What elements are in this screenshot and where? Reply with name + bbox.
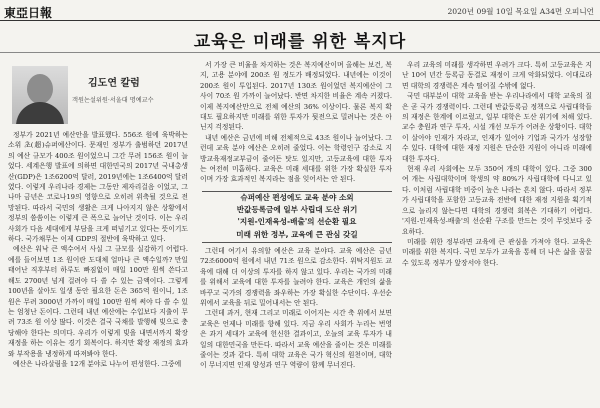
headline-rule (0, 52, 600, 53)
body-paragraph: 예산은 워낙 큰 액수여서 사실 그 규모를 실감하기 어렵다. 예를 들어보면 1조 원이란 도대체 얼마나 큰 액수일까? 만일 태어난 직후부터 하루도 빠짐없이 매일 100만 원씩 쓴다고 해도 2700년 넘게 걸려야 다 쓸 수 있는 금액이다. 그렇게 100년을 살아도 일생 동안 필요한 돈은 365억 원이니, 1조 원은 무려 3000년 가까이 매일 100만 원씩 써야 다 쓸 수 있는 엄청난 돈이다. 그런데 내년 예산에는 수입보다 지출이 무려 73조 원 이상 많다. 이것은 결국 국채를 발행해 빚으로 충당해야 한다는 의미다. 우리가 이렇게 빚을 내면서까지 확장 재정을 하는 이유는 경기 회복이다. 하지만 확장 재정의 효과와 부작용을 냉정하게 따져봐야 한다. (8, 245, 188, 358)
body-paragraph: 정부가 2021년 예산안을 발표했다. 556조 원에 육박하는 소위 초(超)슈퍼예산이다. 문재인 정부가 출범하던 2017년의 예산 규모가 400조 원이었으니 그간 무려 156조 원이 늘었다. 세계은행 발표에 의하면 대한민국의 2017년 국내총생산(GDP)은 1조6200억 달러, 2019년에는 1조6400억 달러였다. 이렇게 우리나라 경제는 그동안 제자리걸음 이었고, 그나마 금년은 코로나19의 영향으로 오히려 위축될 것으로 전망된다. 따라서 국민의 생활은 크게 나아지지 않은 상황에서 정부의 씀씀이는 이렇게 큰 폭으로 늘어난 것이다. 이는 우리 사회가 다음 세대에게 부담을 크게 떠넘기고 있다는 뜻이기도 하다. 국가채무는 이제 GDP의 절반에 육박하고 있다. (8, 131, 188, 244)
author-face-shape (27, 74, 53, 104)
body-paragraph: 그런데 과거, 현재 그리고 미래로 이어지는 시간 축 위에서 보면 교육은 언제나 미래를 향해 있다. 지금 우리 사회가 누리는 번영은 과거 세대가 교육에 헌신한 결과이고, 오늘의 교육 투자가 내일의 대한민국을 만든다. 따라서 교육 예산을 줄이는 것은 미래를 줄이는 것과 같다. 특히 대학 교육은 국가 혁신의 원천이며, 대학이 무너지면 인재 양성과 연구 역량이 함께 무너진다. (200, 309, 392, 370)
body-paragraph: 현재 우리 사회에는 모두 350여 개의 대학이 있다. 그중 300여 개는 사립대학이며 학생의 약 80%가 사립대학에 다니고 있다. 이처럼 사립대학 비중이 높은 나라는 흔치 않다. 따라서 정부가 사립대학을 포함한 고등교육 전반에 대한 재정 지원을 획기적으로 늘리지 않는다면 대학의 경쟁력 회복은 기대하기 어렵다. '지원-인재육성-배출'의 선순환 구조를 만드는 것이 무엇보다 중요하다. (402, 165, 592, 236)
body-column-2-top (200, 60, 392, 188)
dateline: 2020년 09월 10일 목요일 A34면 오피니언 (447, 7, 594, 16)
author-byline: 김도연 칼럼 (88, 78, 140, 89)
author-affiliation: 객원논설위원·서울대 명예교수 (72, 97, 154, 104)
body-paragraph: 서 가장 큰 비율을 차지하는 것은 복지예산이며 올해는 보건, 복지, 고용 분야에 200조 원 정도가 배정되었다. 내년에는 이것이 200조 원이 투입된다. 2017년 130조 원이었던 복지예산이 그 사이 70조 원 가까이 늘어났다. 반면 차지한 비율은 계속 커졌다. 이제 복지예산만으로 전체 예산의 36% 이상이다. 물론 복지 확대도 필요하지만 미래를 위한 투자가 뒷전으로 밀려나는 것은 아닌지 걱정된다. (200, 61, 392, 132)
column-headline: 교육은 미래를 위한 복지다 (193, 32, 407, 52)
body-column-3 (402, 60, 592, 406)
body-column-1 (8, 130, 188, 406)
author-box (8, 66, 168, 124)
body-paragraph: 내년 예산은 금년에 비해 전체적으로 43조 원이나 늘어났다. 그런데 교육 분야 예산은 오히려 줄었다. 이는 학령인구 감소로 지방교육재정교부금이 줄어든 탓도 있지만, 고등교육에 대한 투자는 여전히 미흡하다. 교육은 미래 세대를 위한 가장 확실한 투자이며 가장 효과적인 복지라는 점을 잊어서는 안 된다. (200, 133, 392, 184)
pull-quote-line: 슈퍼예산 편성에도 교육 분야 소외 (240, 193, 354, 202)
pull-quote-line: 반값등록금에 일부 사립대 도산 위기 (236, 205, 358, 215)
body-paragraph: 예산은 나라살림을 12개 분야로 나누어 편성한다. 그중에 (13, 359, 182, 368)
body-column-2-bottom (200, 246, 392, 406)
body-paragraph: 국민 대부분이 대학 교육을 받는 우리나라에서 대학 교육의 질은 곧 국가 경쟁력이다. 그런데 반값등록금 정책으로 사립대학들의 재정은 한계에 이르렀고, 일부 대학은 도산 위기에 처해 있다. 교수 충원과 연구 투자, 시설 개선 모두가 어려운 상황이다. 대학이 살아야 인재가 자라고, 인재가 있어야 기업과 국가가 성장할 수 있다. 대학에 대한 재정 지원은 단순한 지원이 아니라 미래에 대한 투자다. (402, 92, 592, 163)
pull-quote-box (202, 191, 392, 243)
author-shoulders-shape (16, 102, 64, 124)
pull-quote-line: 미래 위한 정부, 교육에 큰 관심 갖길 (236, 229, 358, 239)
body-paragraph: 그런데 여기서 유의할 예산은 교육 분야다. 교육 예산은 금년 72조6000억 원에서 내년 71조 원으로 감소한다. 위탁지원도 교육에 대해 더 이상의 투자를 하지 않고 있다. 우리는 국가의 미래를 위해서 교육에 대한 투자를 늘려야 한다. 교육은 개인의 삶을 바꾸고 국가의 경쟁력을 좌우하는 가장 확실한 수단이다. 우선순위에서 교육을 뒤로 밀어내서는 안 된다. (200, 247, 392, 308)
body-paragraph: 미래를 위한 정부라면 교육에 큰 관심을 가져야 한다. 교육은 미래를 위한 복지다. 국민 모두가 교육을 통해 더 나은 삶을 꿈꿀 수 있도록 정부가 앞장서야 한다. (402, 237, 592, 267)
header-rule (0, 20, 600, 21)
author-photo (12, 66, 68, 124)
pull-quote-line: '지원-인재육성-배출'의 선순환 필요 (237, 217, 357, 227)
newspaper-masthead: 東亞日報 (4, 6, 53, 20)
body-paragraph: 우리 교육의 미래를 생각하면 우려가 크다. 특히 고등교육은 지난 10여 년간 등록금 동결로 재정이 크게 악화되었다. 이대로라면 대학의 경쟁력은 계속 떨어질 수밖에 없다. (402, 61, 592, 90)
